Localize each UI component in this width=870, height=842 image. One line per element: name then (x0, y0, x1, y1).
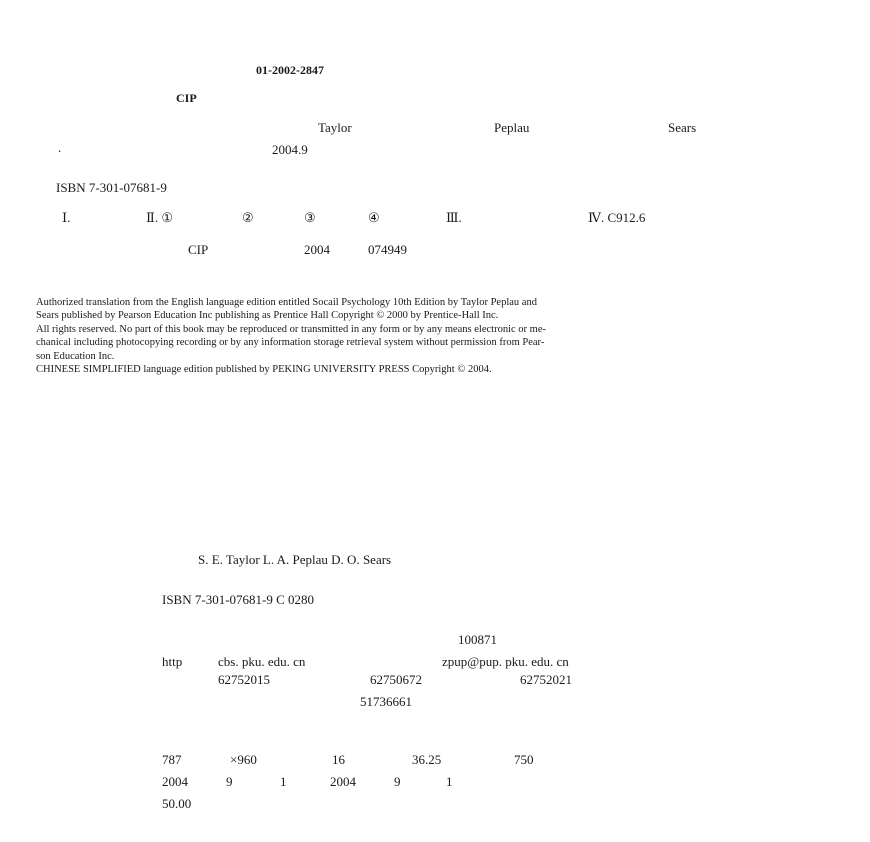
registration-number: 01-2002-2847 (256, 63, 324, 77)
printing-number: 1 (446, 774, 453, 789)
cip-data-number: 074949 (368, 242, 407, 257)
spec-width: 787 (162, 752, 182, 767)
class-iii: Ⅲ. (446, 210, 462, 225)
legal-line: Authorized translation from the English language edition entitled Socail Psychology 10th Edition by Taylor Peplau and (36, 297, 537, 308)
cip-data-label: CIP (188, 242, 209, 257)
legal-line: CHINESE SIMPLIFIED language edition published by PEKING UNIVERSITY PRESS Copyright © 2004. (36, 364, 492, 376)
legal-line: son Education Inc. (36, 350, 115, 362)
class-i: Ⅰ. (62, 210, 71, 225)
publisher-postcode: 100871 (458, 632, 497, 647)
author-taylor: Taylor (318, 120, 352, 135)
isbn-top: ISBN 7-301-07681-9 (56, 180, 167, 195)
publication-date: 2004.9 (272, 142, 308, 157)
edition-month: 9 (226, 774, 233, 789)
spec-chars: 750 (514, 752, 534, 767)
class-circle-4: ④ (368, 210, 380, 225)
publisher-website: cbs. pku. edu. cn (218, 654, 306, 669)
spec-height: ×960 (230, 752, 257, 767)
phone-1: 62752015 (218, 672, 270, 687)
phone-2: 62750672 (370, 672, 422, 687)
phone-3: 62752021 (520, 672, 572, 687)
cip-heading: CIP (176, 91, 197, 105)
legal-line: Sears published by Pearson Education Inc publishing as Prentice Hall Copyright © 2000 by Prentice-Hall Inc. (36, 310, 499, 322)
price: 50.00 (162, 796, 192, 811)
phone-4: 51736661 (360, 694, 412, 709)
title-dot: . (58, 140, 62, 155)
printing-month: 9 (394, 774, 401, 789)
publisher-email: zpup@pup. pku. edu. cn (442, 654, 569, 669)
credits-authors: S. E. Taylor L. A. Peplau D. O. Sears (198, 552, 392, 567)
author-sears: Sears (668, 120, 697, 135)
credits-isbn: ISBN 7-301-07681-9 C 0280 (162, 592, 315, 607)
cip-data-year: 2004 (304, 242, 330, 257)
printing-year: 2004 (330, 774, 356, 789)
edition-number: 1 (280, 774, 287, 789)
class-iv: Ⅳ. C912.6 (588, 210, 646, 225)
edition-year: 2004 (162, 774, 188, 789)
class-ii: Ⅱ. ① (146, 210, 173, 225)
spec-sheets: 36.25 (412, 752, 442, 767)
legal-notice (36, 296, 836, 376)
class-circle-3: ③ (304, 210, 316, 225)
class-circle-2: ② (242, 210, 254, 225)
http-label: http (162, 654, 183, 669)
legal-line: All rights reserved. No part of this book may be reproduced or transmitted in any form or by any means electronic or me- (36, 323, 546, 335)
legal-line: chanical including photocopying recording or by any information storage retrieval system without permission from Pear- (36, 337, 545, 349)
spec-fold: 16 (332, 752, 345, 767)
author-peplau: Peplau (494, 120, 530, 135)
